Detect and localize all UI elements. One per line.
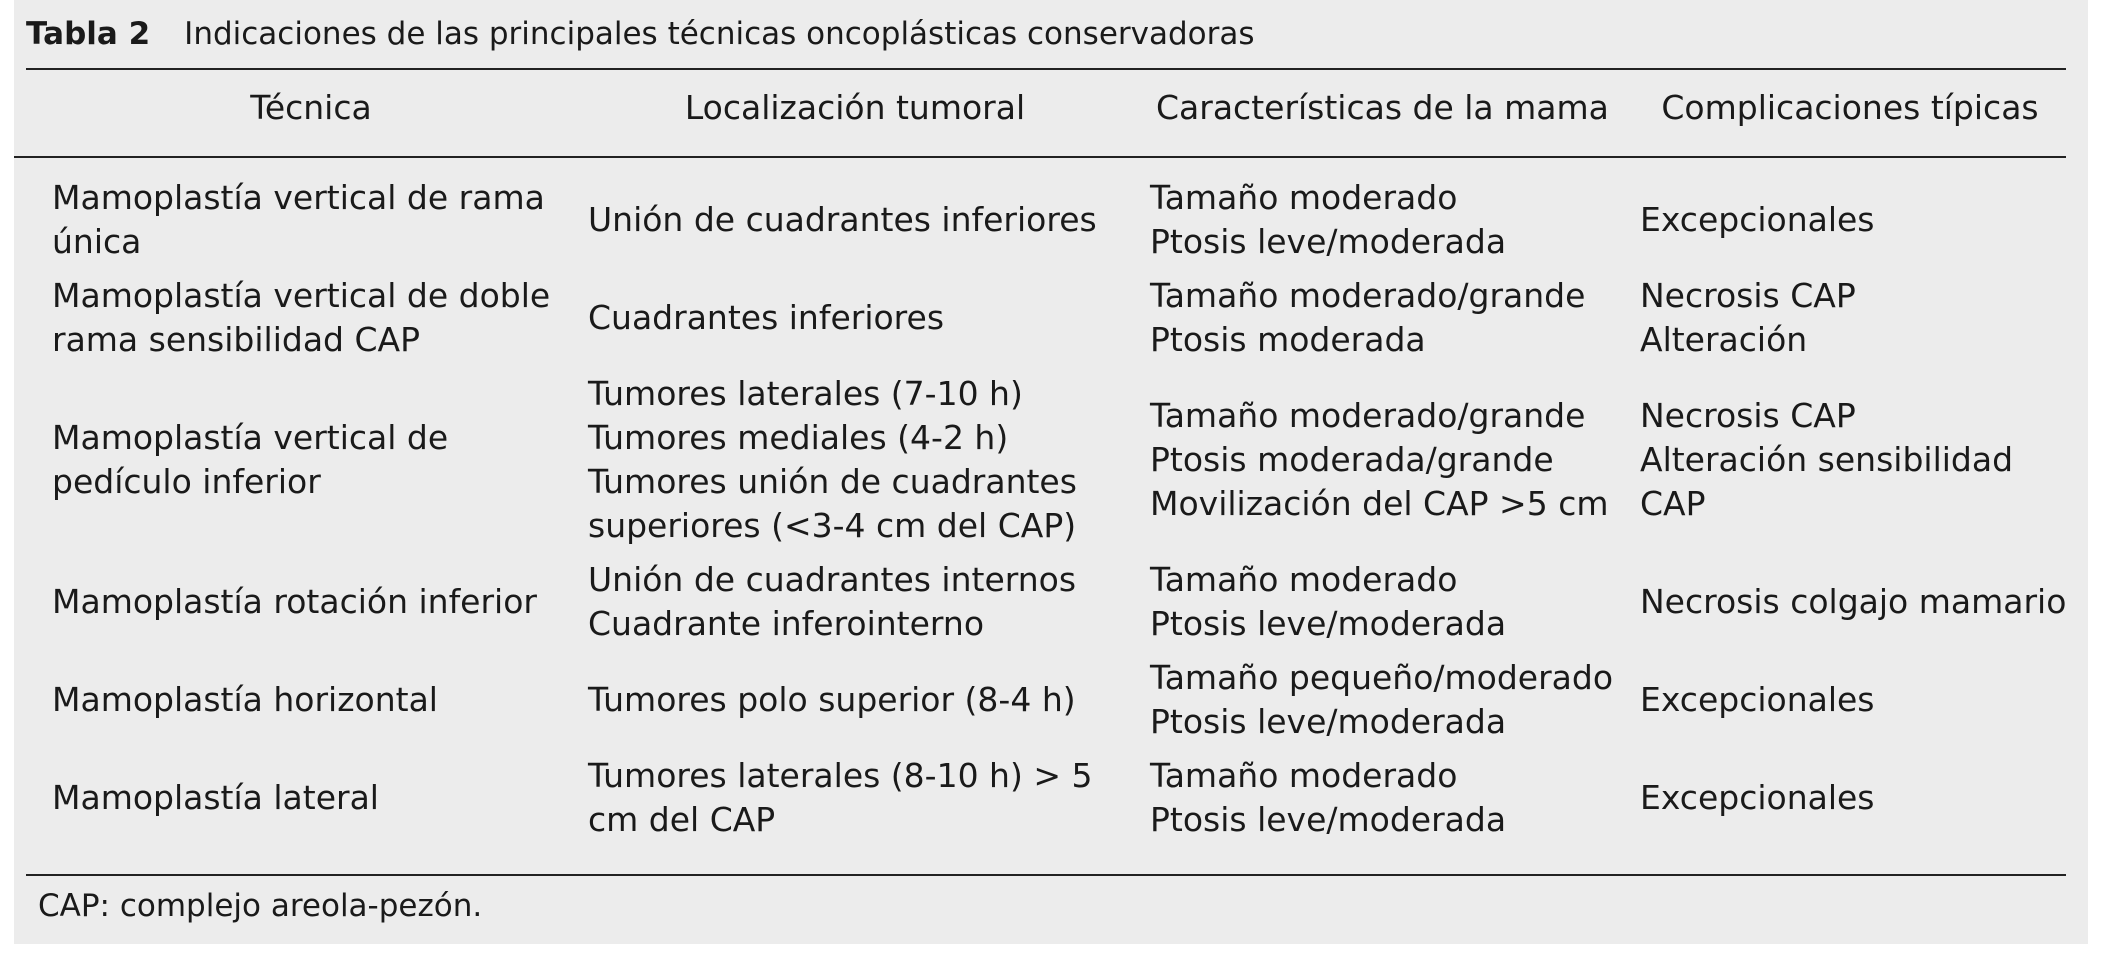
cell-localizacion — [588, 558, 1076, 646]
cell-caracteristicas — [1150, 656, 1613, 744]
cell-line: Necrosis CAP — [1640, 276, 1856, 315]
cell-line: Mamoplastía vertical de doble — [52, 276, 551, 315]
header-localizacion: Localización tumoral — [684, 88, 1026, 127]
cell-line: cm del CAP — [588, 800, 776, 839]
cell-line: Tumores laterales (8-10 h) > 5 — [588, 756, 1093, 795]
cell-line: Excepcionales — [1640, 680, 1875, 719]
cell-line: Mamoplastía vertical de rama — [52, 178, 545, 217]
cell-caracteristicas — [1150, 754, 1506, 842]
table-footnote: CAP: complejo areola-pezón. — [38, 888, 483, 924]
cell-complicaciones — [1640, 394, 2013, 526]
cell-tecnica — [52, 776, 379, 820]
cell-line: única — [52, 222, 142, 261]
cell-line: superiores (<3-4 cm del CAP) — [588, 506, 1077, 545]
cell-line: Tumores unión de cuadrantes — [588, 462, 1077, 501]
cell-line: Ptosis leve/moderada — [1150, 222, 1507, 261]
cell-complicaciones — [1640, 274, 1856, 362]
cell-line: Cuadrantes inferiores — [588, 298, 945, 337]
cell-complicaciones — [1640, 198, 1875, 242]
cell-localizacion — [588, 296, 944, 340]
cell-localizacion — [588, 754, 1092, 842]
cell-tecnica — [52, 416, 448, 504]
cell-caracteristicas — [1150, 558, 1506, 646]
cell-localizacion — [588, 198, 1097, 242]
cell-line: Ptosis leve/moderada — [1150, 800, 1507, 839]
cell-line: Tumores polo superior (8-4 h) — [588, 680, 1076, 719]
header-complicaciones: Complicaciones típicas — [1661, 88, 2039, 127]
cell-localizacion — [588, 372, 1077, 548]
cell-line: Tumores laterales (7-10 h) — [588, 374, 1023, 413]
header-caracteristicas: Características de la mama — [1156, 88, 1609, 127]
cell-line: Mamoplastía rotación inferior — [52, 582, 537, 621]
cell-line: Ptosis leve/moderada — [1150, 604, 1507, 643]
cell-line: CAP — [1640, 484, 1706, 523]
header-rule — [14, 156, 2066, 158]
cell-line: Unión de cuadrantes internos — [588, 560, 1077, 599]
cell-tecnica — [52, 274, 550, 362]
cell-line: Alteración — [1640, 320, 1808, 359]
table-label: Tabla 2 — [26, 16, 151, 52]
bottom-rule — [26, 874, 2066, 876]
cell-line: Tumores mediales (4-2 h) — [588, 418, 1009, 457]
cell-line: Tamaño moderado — [1150, 560, 1458, 599]
header-tecnica: Técnica — [250, 88, 372, 127]
cell-tecnica — [52, 176, 545, 264]
cell-line: Ptosis moderada — [1150, 320, 1426, 359]
cell-complicaciones — [1640, 580, 2066, 624]
top-rule — [26, 68, 2066, 70]
cell-tecnica — [52, 580, 537, 624]
cell-line: Tamaño moderado — [1150, 756, 1458, 795]
cell-line: Movilización del CAP >5 cm — [1150, 484, 1609, 523]
cell-complicaciones — [1640, 678, 1875, 722]
cell-line: pedículo inferior — [52, 462, 321, 501]
cell-line: Cuadrante inferointerno — [588, 604, 985, 643]
cell-complicaciones — [1640, 776, 1875, 820]
cell-caracteristicas — [1150, 176, 1506, 264]
cell-caracteristicas — [1150, 274, 1585, 362]
cell-line: Tamaño pequeño/moderado — [1150, 658, 1614, 697]
cell-line: Tamaño moderado/grande — [1150, 396, 1586, 435]
cell-localizacion — [588, 678, 1076, 722]
cell-line: Unión de cuadrantes inferiores — [588, 200, 1097, 239]
cell-line: Tamaño moderado — [1150, 178, 1458, 217]
cell-tecnica — [52, 678, 438, 722]
cell-line: Mamoplastía horizontal — [52, 680, 438, 719]
cell-line: Ptosis moderada/grande — [1150, 440, 1554, 479]
cell-line: Tamaño moderado/grande — [1150, 276, 1586, 315]
cell-line: Alteración sensibilidad — [1640, 440, 2014, 479]
cell-line: Excepcionales — [1640, 200, 1875, 239]
table-caption — [26, 14, 1255, 54]
cell-caracteristicas — [1150, 394, 1609, 526]
cell-line: rama sensibilidad CAP — [52, 320, 420, 359]
cell-line: Necrosis colgajo mamario — [1640, 582, 2067, 621]
cell-line: Ptosis leve/moderada — [1150, 702, 1507, 741]
cell-line: Necrosis CAP — [1640, 396, 1856, 435]
cell-line: Mamoplastía vertical de — [52, 418, 449, 457]
cell-line: Mamoplastía lateral — [52, 778, 379, 817]
table-title: Indicaciones de las principales técnicas oncoplásticas conservadoras — [184, 16, 1255, 52]
cell-line: Excepcionales — [1640, 778, 1875, 817]
